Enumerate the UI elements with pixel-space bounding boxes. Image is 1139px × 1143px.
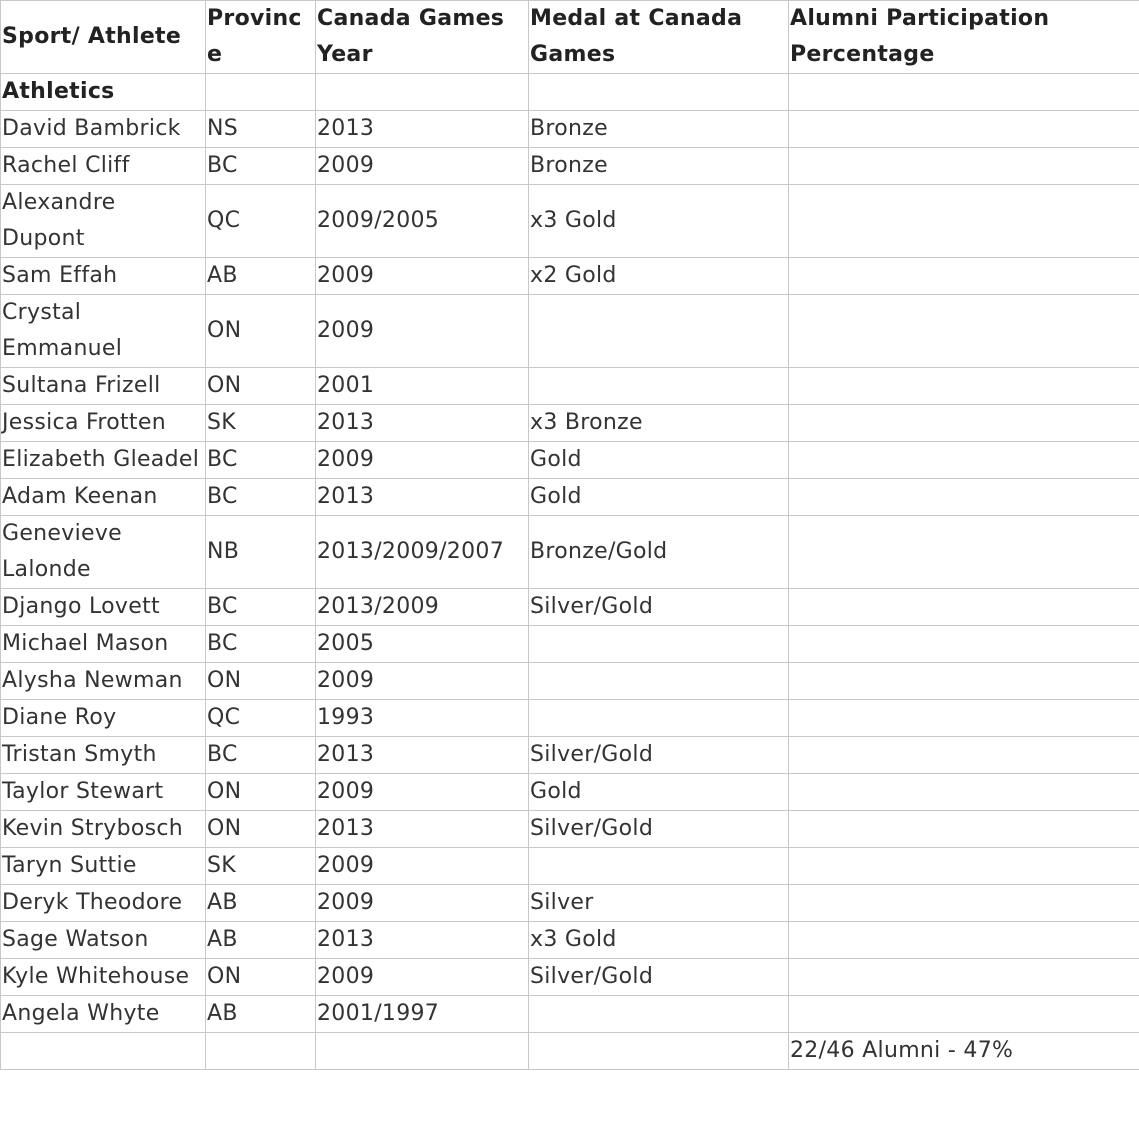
cell-athlete: Kyle Whitehouse xyxy=(1,959,206,996)
cell-province: ON xyxy=(206,295,316,368)
cell-participation xyxy=(789,885,1139,922)
cell-year: 2009 xyxy=(316,959,529,996)
cell-year: 2013 xyxy=(316,111,529,148)
table-row xyxy=(1,516,1139,589)
cell-year: 2009 xyxy=(316,295,529,368)
cell-year: 2013/2009 xyxy=(316,589,529,626)
cell-year: 2013 xyxy=(316,737,529,774)
cell-athlete: Michael Mason xyxy=(1,626,206,663)
cell-participation xyxy=(789,589,1139,626)
cell-athlete: Alysha Newman xyxy=(1,663,206,700)
cell-athlete: Crystal Emmanuel xyxy=(1,295,206,368)
cell-year: 2013/2009/2007 xyxy=(316,516,529,589)
cell-province: ON xyxy=(206,663,316,700)
cell-year: 2009 xyxy=(316,148,529,185)
table-row xyxy=(1,700,1139,737)
cell-athlete: Sage Watson xyxy=(1,922,206,959)
cell-medal xyxy=(529,848,789,885)
table-row xyxy=(1,589,1139,626)
cell-athlete: Genevieve Lalonde xyxy=(1,516,206,589)
cell-year: 2013 xyxy=(316,811,529,848)
header-participation: Alumni Participation Percentage xyxy=(789,1,1139,74)
table-row xyxy=(1,737,1139,774)
cell-athlete: Taylor Stewart xyxy=(1,774,206,811)
cell-province: AB xyxy=(206,258,316,295)
cell-participation xyxy=(789,996,1139,1033)
table-row xyxy=(1,148,1139,185)
cell-province: QC xyxy=(206,700,316,737)
header-row xyxy=(1,1,1139,74)
cell-province: NS xyxy=(206,111,316,148)
table-row xyxy=(1,368,1139,405)
cell-year: 2009 xyxy=(316,442,529,479)
cell-medal xyxy=(529,626,789,663)
cell-participation xyxy=(789,626,1139,663)
cell-athlete: Angela Whyte xyxy=(1,996,206,1033)
cell-province: AB xyxy=(206,996,316,1033)
cell-year: 2001/1997 xyxy=(316,996,529,1033)
cell-medal xyxy=(529,368,789,405)
table-row xyxy=(1,848,1139,885)
cell-medal xyxy=(529,996,789,1033)
table-cell xyxy=(529,1033,789,1070)
cell-athlete: Rachel Cliff xyxy=(1,148,206,185)
section-row xyxy=(1,74,1139,111)
cell-year: 2009 xyxy=(316,258,529,295)
cell-year: 2013 xyxy=(316,922,529,959)
cell-participation xyxy=(789,663,1139,700)
cell-athlete: Elizabeth Gleadel xyxy=(1,442,206,479)
cell-medal: x3 Gold xyxy=(529,185,789,258)
table-cell xyxy=(789,74,1139,111)
table-row xyxy=(1,959,1139,996)
cell-medal: x2 Gold xyxy=(529,258,789,295)
cell-participation xyxy=(789,848,1139,885)
table-row xyxy=(1,111,1139,148)
cell-athlete: Tristan Smyth xyxy=(1,737,206,774)
cell-province: ON xyxy=(206,811,316,848)
header-province: Province xyxy=(206,1,316,74)
cell-athlete: Diane Roy xyxy=(1,700,206,737)
cell-athlete: Sam Effah xyxy=(1,258,206,295)
header-athlete: Sport/ Athlete xyxy=(1,1,206,74)
cell-medal: Silver/Gold xyxy=(529,737,789,774)
cell-medal: Bronze xyxy=(529,111,789,148)
cell-medal: Gold xyxy=(529,479,789,516)
table-row xyxy=(1,774,1139,811)
cell-province: ON xyxy=(206,774,316,811)
table-cell xyxy=(529,74,789,111)
cell-participation xyxy=(789,479,1139,516)
table-row xyxy=(1,922,1139,959)
cell-medal xyxy=(529,295,789,368)
cell-athlete: Taryn Suttie xyxy=(1,848,206,885)
cell-year: 2009 xyxy=(316,885,529,922)
cell-province: ON xyxy=(206,959,316,996)
cell-province: NB xyxy=(206,516,316,589)
cell-medal: Silver/Gold xyxy=(529,959,789,996)
cell-province: AB xyxy=(206,922,316,959)
table-cell xyxy=(206,1033,316,1070)
cell-province: BC xyxy=(206,589,316,626)
cell-medal: Bronze/Gold xyxy=(529,516,789,589)
cell-participation xyxy=(789,922,1139,959)
cell-participation xyxy=(789,959,1139,996)
cell-athlete: Sultana Frizell xyxy=(1,368,206,405)
table-row xyxy=(1,811,1139,848)
cell-year: 2001 xyxy=(316,368,529,405)
cell-athlete: Alexandre Dupont xyxy=(1,185,206,258)
cell-participation xyxy=(789,368,1139,405)
cell-participation xyxy=(789,700,1139,737)
cell-year: 2013 xyxy=(316,479,529,516)
cell-participation xyxy=(789,811,1139,848)
cell-participation xyxy=(789,405,1139,442)
cell-medal xyxy=(529,663,789,700)
cell-participation xyxy=(789,442,1139,479)
cell-participation xyxy=(789,295,1139,368)
table-row xyxy=(1,663,1139,700)
cell-athlete: Adam Keenan xyxy=(1,479,206,516)
summary-participation: 22/46 Alumni - 47% xyxy=(789,1033,1139,1070)
table-row xyxy=(1,185,1139,258)
cell-medal: Gold xyxy=(529,774,789,811)
cell-athlete: David Bambrick xyxy=(1,111,206,148)
cell-medal: x3 Gold xyxy=(529,922,789,959)
cell-medal: Silver/Gold xyxy=(529,589,789,626)
cell-participation xyxy=(789,737,1139,774)
table-row xyxy=(1,405,1139,442)
summary-row xyxy=(1,1033,1139,1070)
cell-year: 2009/2005 xyxy=(316,185,529,258)
cell-province: BC xyxy=(206,479,316,516)
cell-medal: Bronze xyxy=(529,148,789,185)
cell-athlete: Deryk Theodore xyxy=(1,885,206,922)
header-medal: Medal at Canada Games xyxy=(529,1,789,74)
cell-province: BC xyxy=(206,442,316,479)
cell-participation xyxy=(789,774,1139,811)
table-cell xyxy=(316,74,529,111)
cell-year: 2009 xyxy=(316,774,529,811)
cell-participation xyxy=(789,258,1139,295)
cell-participation xyxy=(789,185,1139,258)
table-cell xyxy=(1,1033,206,1070)
cell-athlete: Django Lovett xyxy=(1,589,206,626)
table-row xyxy=(1,295,1139,368)
cell-athlete: Kevin Strybosch xyxy=(1,811,206,848)
table-row xyxy=(1,258,1139,295)
cell-year: 2005 xyxy=(316,626,529,663)
table-row xyxy=(1,626,1139,663)
cell-year: 2009 xyxy=(316,848,529,885)
cell-medal: Silver/Gold xyxy=(529,811,789,848)
cell-medal xyxy=(529,700,789,737)
section-label: Athletics xyxy=(1,74,206,111)
table-cell xyxy=(206,74,316,111)
table-row xyxy=(1,479,1139,516)
cell-medal: Silver xyxy=(529,885,789,922)
cell-province: AB xyxy=(206,885,316,922)
table-body xyxy=(1,74,1139,1033)
cell-province: ON xyxy=(206,368,316,405)
table-cell xyxy=(316,1033,529,1070)
cell-medal: x3 Bronze xyxy=(529,405,789,442)
cell-year: 1993 xyxy=(316,700,529,737)
table-row xyxy=(1,442,1139,479)
cell-athlete: Jessica Frotten xyxy=(1,405,206,442)
cell-province: BC xyxy=(206,737,316,774)
cell-medal: Gold xyxy=(529,442,789,479)
cell-province: BC xyxy=(206,626,316,663)
table-row xyxy=(1,996,1139,1033)
cell-participation xyxy=(789,111,1139,148)
cell-participation xyxy=(789,148,1139,185)
cell-participation xyxy=(789,516,1139,589)
table-row xyxy=(1,885,1139,922)
cell-province: SK xyxy=(206,848,316,885)
cell-province: SK xyxy=(206,405,316,442)
cell-year: 2013 xyxy=(316,405,529,442)
cell-year: 2009 xyxy=(316,663,529,700)
cell-province: BC xyxy=(206,148,316,185)
header-year: Canada Games Year xyxy=(316,1,529,74)
cell-province: QC xyxy=(206,185,316,258)
